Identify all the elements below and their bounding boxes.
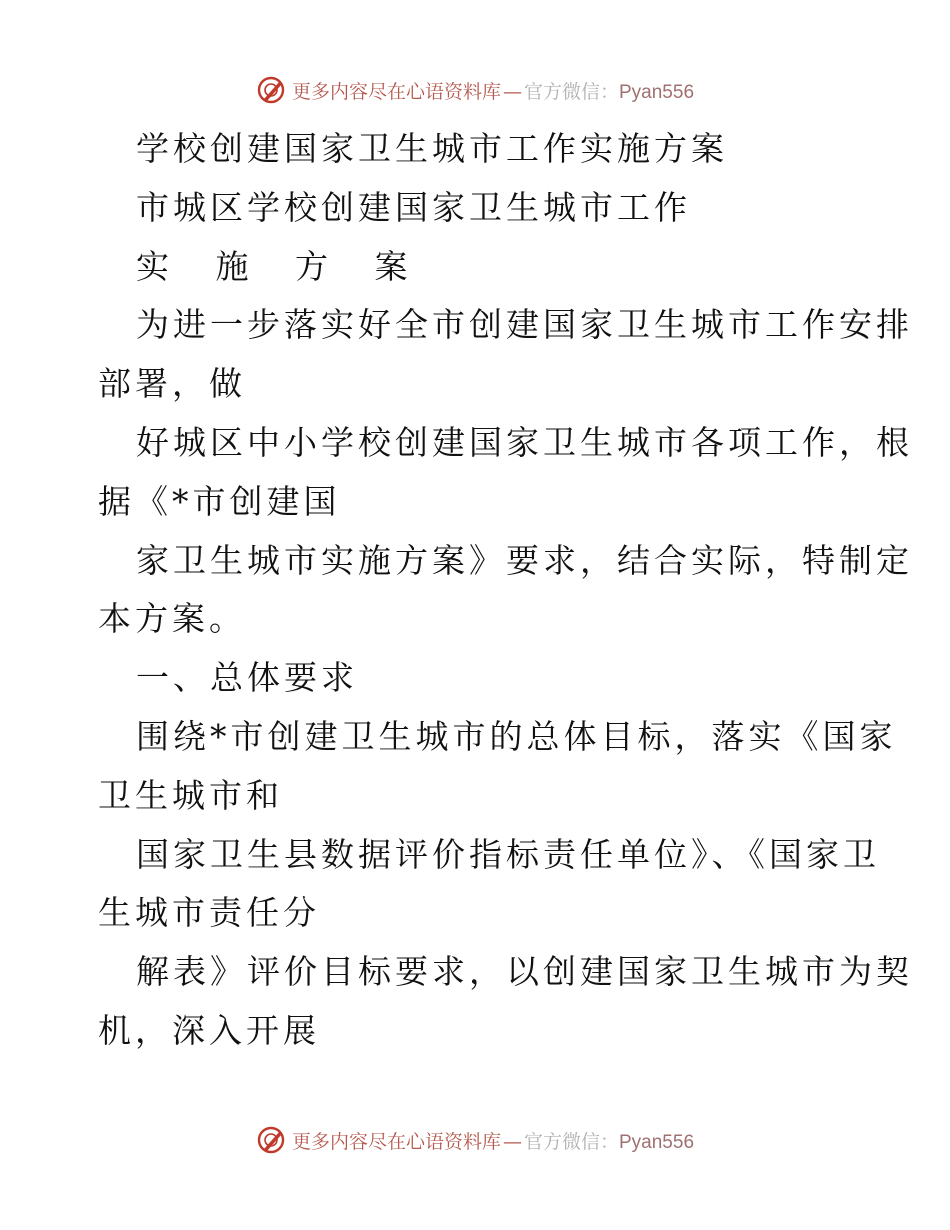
footer-watermark-banner: [0, 1120, 950, 1160]
doc-line: 机，深入开展: [98, 1010, 320, 1050]
doc-line: 国家卫生县数据评价指标责任单位》、《国家卫: [136, 834, 880, 874]
doc-line: 生城市责任分: [98, 893, 320, 933]
doc-line: 部署，做: [98, 364, 246, 404]
banner-site-text: 更多内容尽在心语资料库: [291, 80, 501, 103]
doc-line: 实 施 方 案: [136, 246, 426, 286]
doc-line: 本方案。: [98, 599, 246, 639]
doc-line: 据《*市创建国: [98, 481, 341, 521]
banner-text: [292, 77, 694, 104]
doc-line: 解表》评价目标要求，以创建国家卫生城市为契: [136, 952, 913, 992]
banner-wechat-id: Pyan556: [619, 81, 695, 103]
doc-line: 为进一步落实好全市创建国家卫生城市工作安排: [136, 305, 913, 345]
doc-line: 一、总体要求: [136, 658, 358, 698]
document-body: [98, 120, 913, 1061]
banner-wechat-id: Pyan556: [619, 1131, 695, 1153]
quill-logo-icon: [256, 75, 286, 105]
banner-site-text: 更多内容尽在心语资料库: [291, 1130, 501, 1153]
doc-line: 市城区学校创建国家卫生城市工作: [136, 187, 691, 227]
banner-text: [292, 1127, 694, 1154]
header-watermark-banner: [0, 70, 950, 110]
quill-logo-icon: [256, 1125, 286, 1155]
doc-line: 家卫生城市实施方案》要求，结合实际，特制定: [136, 540, 913, 580]
banner-wechat-label: 官方微信：: [523, 1130, 619, 1153]
doc-line: 围绕*市创建卫生城市的总体目标，落实《国家: [136, 716, 897, 756]
banner-wechat-label: 官方微信：: [523, 80, 619, 103]
doc-line: 学校创建国家卫生城市工作实施方案: [136, 129, 728, 168]
banner-dash: —: [502, 80, 522, 103]
doc-line: 好城区中小学校创建国家卫生城市各项工作，根: [136, 422, 913, 462]
doc-line: 卫生城市和: [98, 775, 283, 815]
banner-dash: —: [502, 1130, 522, 1153]
